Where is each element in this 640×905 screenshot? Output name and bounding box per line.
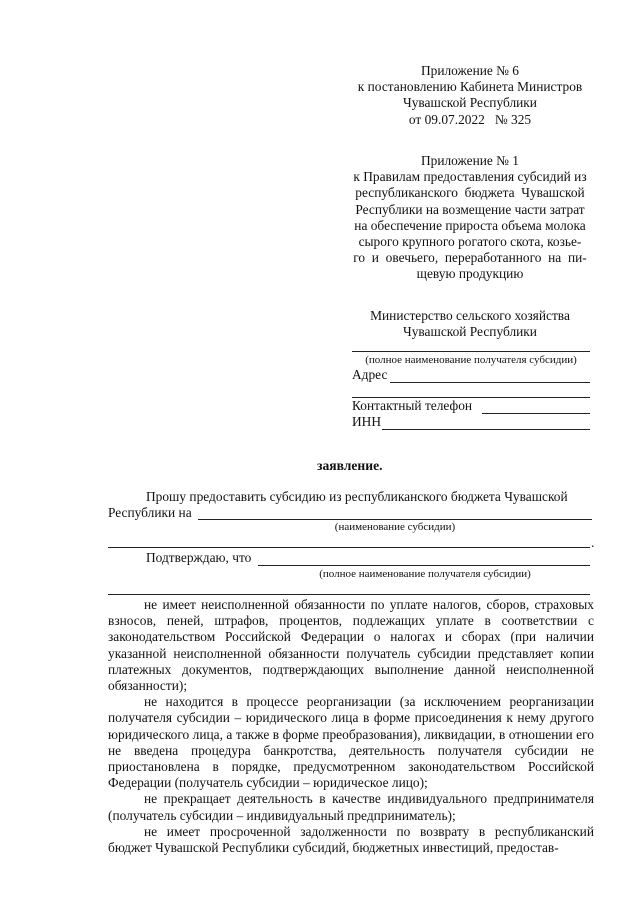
appendix-1-line: сырого крупного рогатого скота, козье-: [358, 234, 582, 250]
address-label: Адрес: [352, 367, 388, 382]
appendix-6-line: от 09.07.2022 № 325: [408, 111, 532, 127]
document-title: заявление.: [317, 458, 383, 473]
confirm-recipient-caption: (полное наименование получателя субсидии): [319, 568, 531, 580]
confirm-prefix: Подтверждаю, что: [146, 550, 252, 565]
appendix-1-header: [338, 153, 602, 283]
appendix-1-line: республиканского бюджета Чувашской: [355, 185, 585, 201]
recipient-name-line[interactable]: [352, 351, 590, 352]
phone-label: Контактный телефон: [352, 398, 473, 413]
appendix-6-line: Приложение № 6: [420, 63, 520, 78]
phone-field-line[interactable]: [482, 413, 590, 414]
appendix-1-line: го и овечьего, переработанного на пи-: [353, 250, 587, 266]
request-line-2-prefix: Республики на: [108, 505, 192, 520]
appendix-6-line: к постановлению Кабинета Министров: [357, 79, 583, 95]
subsidy-name-line-2[interactable]: [108, 547, 590, 548]
conditions-list: [108, 597, 594, 856]
appendix-1-line: Республики на возмещение части затрат: [355, 201, 585, 217]
inn-label: ИНН: [352, 414, 382, 429]
request-line-1: Прошу предоставить субсидию из республиканского бюджета Чувашской: [146, 489, 568, 504]
appendix-1-line: Приложение № 1: [420, 153, 520, 168]
appendix-6-line: Чувашской Республики: [403, 95, 537, 111]
confirm-recipient-line-2[interactable]: [108, 594, 590, 595]
condition-item: не находится в процессе реорганизации (за исключением реорганизации получателя субсидии – юридического лица в форме присоединения к нему другого юридического лица, а также в форме преобразования), ликвидации, в отношении его не введена процедура банкротства, деятельность получателя субсидии не приостановлена в порядке, предусмотренном законодательством Российской Федерации (получатель субсидии – юридическое лицо);: [108, 694, 594, 791]
address-field-line[interactable]: [390, 382, 590, 383]
appendix-1-line: к Правилам предоставления субсидий из: [353, 169, 587, 185]
recipient-caption: (полное наименование получателя субсидии): [365, 354, 577, 366]
condition-item: не прекращает деятельность в качестве индивидуального предпринимателя (получатель субсидии – индивидуальный предприниматель);: [108, 791, 594, 823]
addressee-line: Чувашской Республики: [403, 324, 537, 340]
condition-item: не имеет просроченной задолженности по возврату в республиканский бюджет Чувашской Республики субсидий, бюджетных инвестиций, предостав-: [108, 823, 594, 856]
appendix-1-line: щевую продукцию: [416, 266, 524, 282]
subsidy-caption: (наименование субсидии): [334, 521, 456, 533]
subsidy-name-line[interactable]: [198, 519, 592, 520]
inn-field-line[interactable]: [382, 429, 590, 430]
appendix-1-line: на обеспечение прироста объема молока: [354, 217, 586, 233]
condition-item: не имеет неисполненной обязанности по уплате налогов, сборов, страховых взносов, пеней, штрафов, процентов, подлежащих уплате в соответствии с законодательством Российской Федерации о налогах и сборах (при наличии указанной неисполненной обязанности получатель субсидии представляет копии платежных документов, подтверждающих выполнение данной неисполненной обязанности);: [108, 597, 594, 694]
addressee-line: Министерство сельского хозяйства: [370, 308, 570, 323]
confirm-recipient-line[interactable]: [258, 565, 590, 566]
period-mark: .: [591, 535, 595, 550]
appendix-6-header: [340, 63, 600, 128]
addressee-block: [350, 308, 590, 340]
